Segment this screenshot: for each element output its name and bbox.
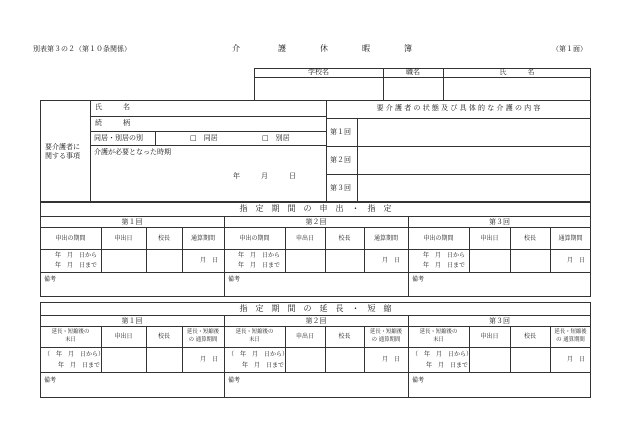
name-label: 氏 名 <box>499 68 535 76</box>
col-header-total: 延長・短縮後 <box>369 329 403 335</box>
round-label: 第１回 <box>121 317 143 325</box>
condition-row-label: 第２回 <box>330 156 351 164</box>
col-header-end: 延長・短縮後の <box>235 329 274 335</box>
period-to: 年 月 日まで <box>55 262 98 269</box>
extension-title: 指 定 期 間 の 延 長 ・ 短 縮 <box>239 304 392 313</box>
title-char-3: 休 <box>320 44 328 53</box>
col-header-date: 申出日 <box>114 235 133 242</box>
divider <box>40 272 591 273</box>
col-header-total: 通算期間 <box>558 235 583 242</box>
divider <box>40 315 591 316</box>
title-char-5: 簿 <box>404 44 412 53</box>
divider <box>408 315 409 398</box>
divider <box>408 216 409 297</box>
col-header-total: の 通算期間 <box>371 337 401 343</box>
divider <box>357 118 358 202</box>
period-to: 年 月 日まで <box>426 362 469 369</box>
page-label: （第１面） <box>552 45 587 53</box>
remarks-label: 備考 <box>412 377 425 384</box>
col-header-total: 延長・短縮後 <box>554 329 587 335</box>
remarks-label: 備考 <box>412 276 425 283</box>
col-header-date: 申出日 <box>480 333 499 340</box>
col-header-total: 通算期間 <box>373 235 398 242</box>
col-header-principal: 校長 <box>157 333 170 340</box>
col-header-end: 末日 <box>433 337 444 343</box>
form-reference: 別表第３の２（第１０条関係） <box>33 45 131 53</box>
divider <box>40 347 591 348</box>
col-header-date: 申出日 <box>295 235 314 242</box>
divider <box>90 116 326 117</box>
round-label: 第３回 <box>489 317 510 325</box>
total-period: 月 日 <box>382 356 401 363</box>
col-header-principal: 校長 <box>157 235 170 242</box>
section-label: 関する事項 <box>45 152 80 160</box>
period-from: 年 月 日から <box>423 252 466 259</box>
divider <box>224 315 225 398</box>
designation-title: 指 定 期 間 の 申 出 ・ 指 定 <box>239 204 392 213</box>
period-to: 年 月 日まで <box>238 262 281 269</box>
col-header-principal: 校長 <box>523 333 536 340</box>
col-header-end: 末日 <box>65 337 76 343</box>
care-name-label: 氏 名 <box>95 103 130 111</box>
divider <box>40 372 591 373</box>
period-from: （ 年 月 日から） <box>228 351 289 358</box>
divider <box>326 118 591 119</box>
condition-row-label: 第３回 <box>330 184 351 192</box>
section-label: 要介護者に <box>45 143 80 151</box>
period-from: （ 年 月 日から） <box>44 351 105 358</box>
col-header-date: 申出日 <box>295 333 314 340</box>
total-period: 月 日 <box>382 257 401 264</box>
total-period: 月 日 <box>567 257 586 264</box>
reason-label: 介護が必要となった時期 <box>94 148 171 156</box>
col-header-period: 申出の期間 <box>423 235 454 242</box>
col-header-total: 延長・短縮後 <box>186 329 220 335</box>
total-period: 月 日 <box>200 356 219 363</box>
divider <box>40 216 591 217</box>
divider <box>90 131 326 132</box>
divider <box>326 174 591 175</box>
position-label: 職名 <box>406 68 420 76</box>
round-label: 第２回 <box>305 317 327 325</box>
title-char-4: 暇 <box>362 44 370 53</box>
relation-label: 続 柄 <box>95 119 130 127</box>
school-label: 学校名 <box>308 68 329 76</box>
condition-row-label: 第１回 <box>330 128 351 136</box>
divider <box>40 326 591 327</box>
total-period: 月 日 <box>567 356 586 363</box>
col-header-total: 通算期間 <box>190 235 215 242</box>
period-to: 年 月 日まで <box>242 362 285 369</box>
period-from: 年 月 日から <box>55 252 98 259</box>
remarks-label: 備考 <box>228 377 241 384</box>
period-from: （ 年 月 日から） <box>412 351 473 358</box>
col-header-date: 申出日 <box>480 235 499 242</box>
divider <box>326 100 327 202</box>
period-to: 年 月 日まで <box>423 262 466 269</box>
round-label: 第１回 <box>121 218 143 226</box>
together-checkbox[interactable]: □ 同居 <box>190 134 218 142</box>
period-from: 年 月 日から <box>238 252 281 259</box>
divider <box>224 216 225 297</box>
living-label: 同居・別居の別 <box>94 134 143 142</box>
period-to: 年 月 日まで <box>58 362 101 369</box>
col-header-principal: 校長 <box>338 235 351 242</box>
col-header-end: 末日 <box>249 337 260 343</box>
col-header-date: 申出日 <box>114 333 133 340</box>
remarks-label: 備考 <box>44 276 57 283</box>
divider <box>90 145 326 146</box>
divider <box>40 249 591 250</box>
remarks-label: 備考 <box>228 276 241 283</box>
title-char-2: 護 <box>278 44 286 53</box>
condition-header: 要 介 護 者 の 状 態 及 び 具 体 的 な 介 護 の 内 容 <box>376 104 541 112</box>
separate-checkbox[interactable]: □ 別居 <box>262 134 290 142</box>
title-char-1: 介 <box>232 44 240 53</box>
total-period: 月 日 <box>200 257 219 264</box>
round-label: 第３回 <box>489 218 510 226</box>
round-label: 第２回 <box>305 218 327 226</box>
col-header-end: 延長・短縮後の <box>419 329 458 335</box>
col-header-principal: 校長 <box>523 235 536 242</box>
date-text: 年 月 日 <box>233 172 296 180</box>
col-header-end: 延長・短縮後の <box>51 329 90 335</box>
divider <box>40 227 591 228</box>
col-header-period: 申出の期間 <box>239 235 270 242</box>
remarks-label: 備考 <box>44 377 57 384</box>
col-header-total: の 通算期間 <box>188 337 218 343</box>
divider <box>326 146 591 147</box>
divider <box>155 131 156 145</box>
col-header-period: 申出の期間 <box>55 235 86 242</box>
divider <box>254 77 591 78</box>
col-header-total: の 通算期間 <box>556 337 585 343</box>
col-header-principal: 校長 <box>338 333 351 340</box>
